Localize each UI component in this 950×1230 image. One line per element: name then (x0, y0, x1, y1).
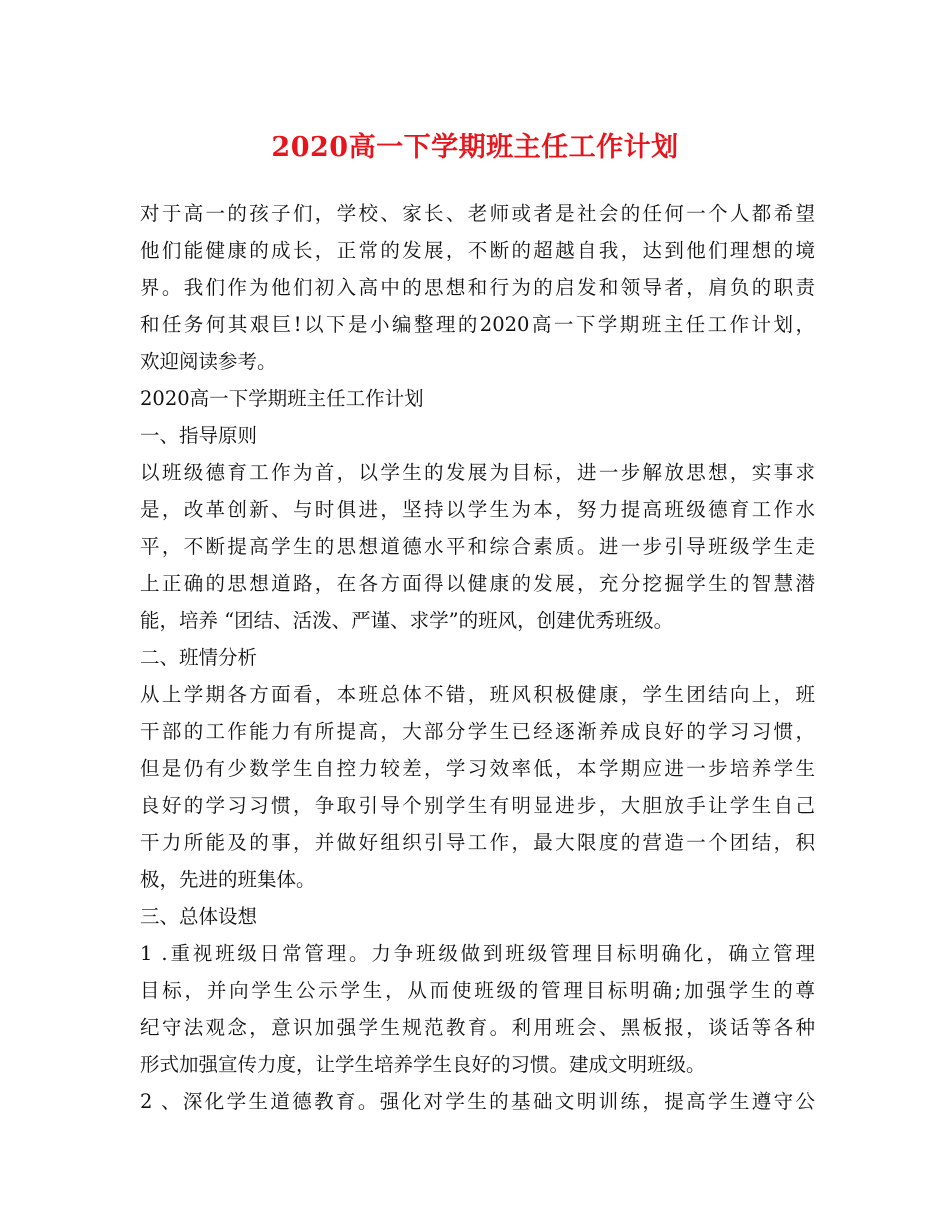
body-line: 2020高一下学期班主任工作计划 (140, 387, 424, 410)
body-line: 是，改革创新、与时俱进，坚持以学生为本，努力提高班级德育工作水 (140, 498, 815, 521)
body-line: 目标，并向学生公示学生，从而使班级的管理目标明确;加强学生的尊 (140, 979, 815, 1002)
body-line: 平，不断提高学生的思想道德水平和综合素质。进一步引导班级学生走 (140, 535, 815, 558)
body-line: 上正确的思想道路，在各方面得以健康的发展，充分挖掘学生的智慧潜 (140, 572, 815, 595)
body-line: 干力所能及的事，并做好组织引导工作，最大限度的营造一个团结，积 (140, 831, 815, 854)
body-line: 干部的工作能力有所提高，大部分学生已经逐渐养成良好的学习习惯， (140, 720, 815, 743)
body-line: 对于高一的孩子们，学校、家长、老师或者是社会的任何一个人都希望 (140, 202, 815, 225)
body-line: 以班级德育工作为首，以学生的发展为目标，进一步解放思想，实事求 (140, 461, 815, 484)
body-line: 和任务何其艰巨!以下是小编整理的2020高一下学期班主任工作计划， (140, 313, 815, 336)
body-line: 一、指导原则 (140, 424, 258, 447)
body-line: 从上学期各方面看，本班总体不错，班风积极健康，学生团结向上，班 (140, 683, 815, 706)
body-line: 他们能健康的成长，正常的发展，不断的超越自我，达到他们理想的境 (140, 239, 815, 262)
body-line: 三、总体设想 (140, 905, 258, 928)
document-body (140, 195, 815, 1120)
body-line: 2 、深化学生道德教育。强化对学生的基础文明训练，提高学生遵守公 (140, 1090, 815, 1113)
document-title: 2020高一下学期班主任工作计划 (271, 132, 679, 163)
body-line: 极，先进的班集体。 (140, 868, 316, 891)
body-line: 能，培养 “团结、活泼、严谨、求学”的班风，创建优秀班级。 (140, 609, 674, 632)
body-line: 1 .重视班级日常管理。力争班级做到班级管理目标明确化，确立管理 (140, 942, 815, 965)
body-line: 但是仍有少数学生自控力较差，学习效率低，本学期应进一步培养学生 (140, 757, 815, 780)
body-line: 界。我们作为他们初入高中的思想和行为的启发和领导者，肩负的职责 (140, 276, 815, 299)
body-line: 二、班情分析 (140, 646, 258, 669)
body-line: 欢迎阅读参考。 (140, 350, 277, 373)
body-line: 形式加强宣传力度，让学生培养学生良好的习惯。建成文明班级。 (140, 1053, 706, 1076)
body-line: 纪守法观念，意识加强学生规范教育。利用班会、黑板报，谈话等各种 (140, 1016, 815, 1039)
body-line: 良好的学习习惯，争取引导个别学生有明显进步，大胆放手让学生自己 (140, 794, 815, 817)
